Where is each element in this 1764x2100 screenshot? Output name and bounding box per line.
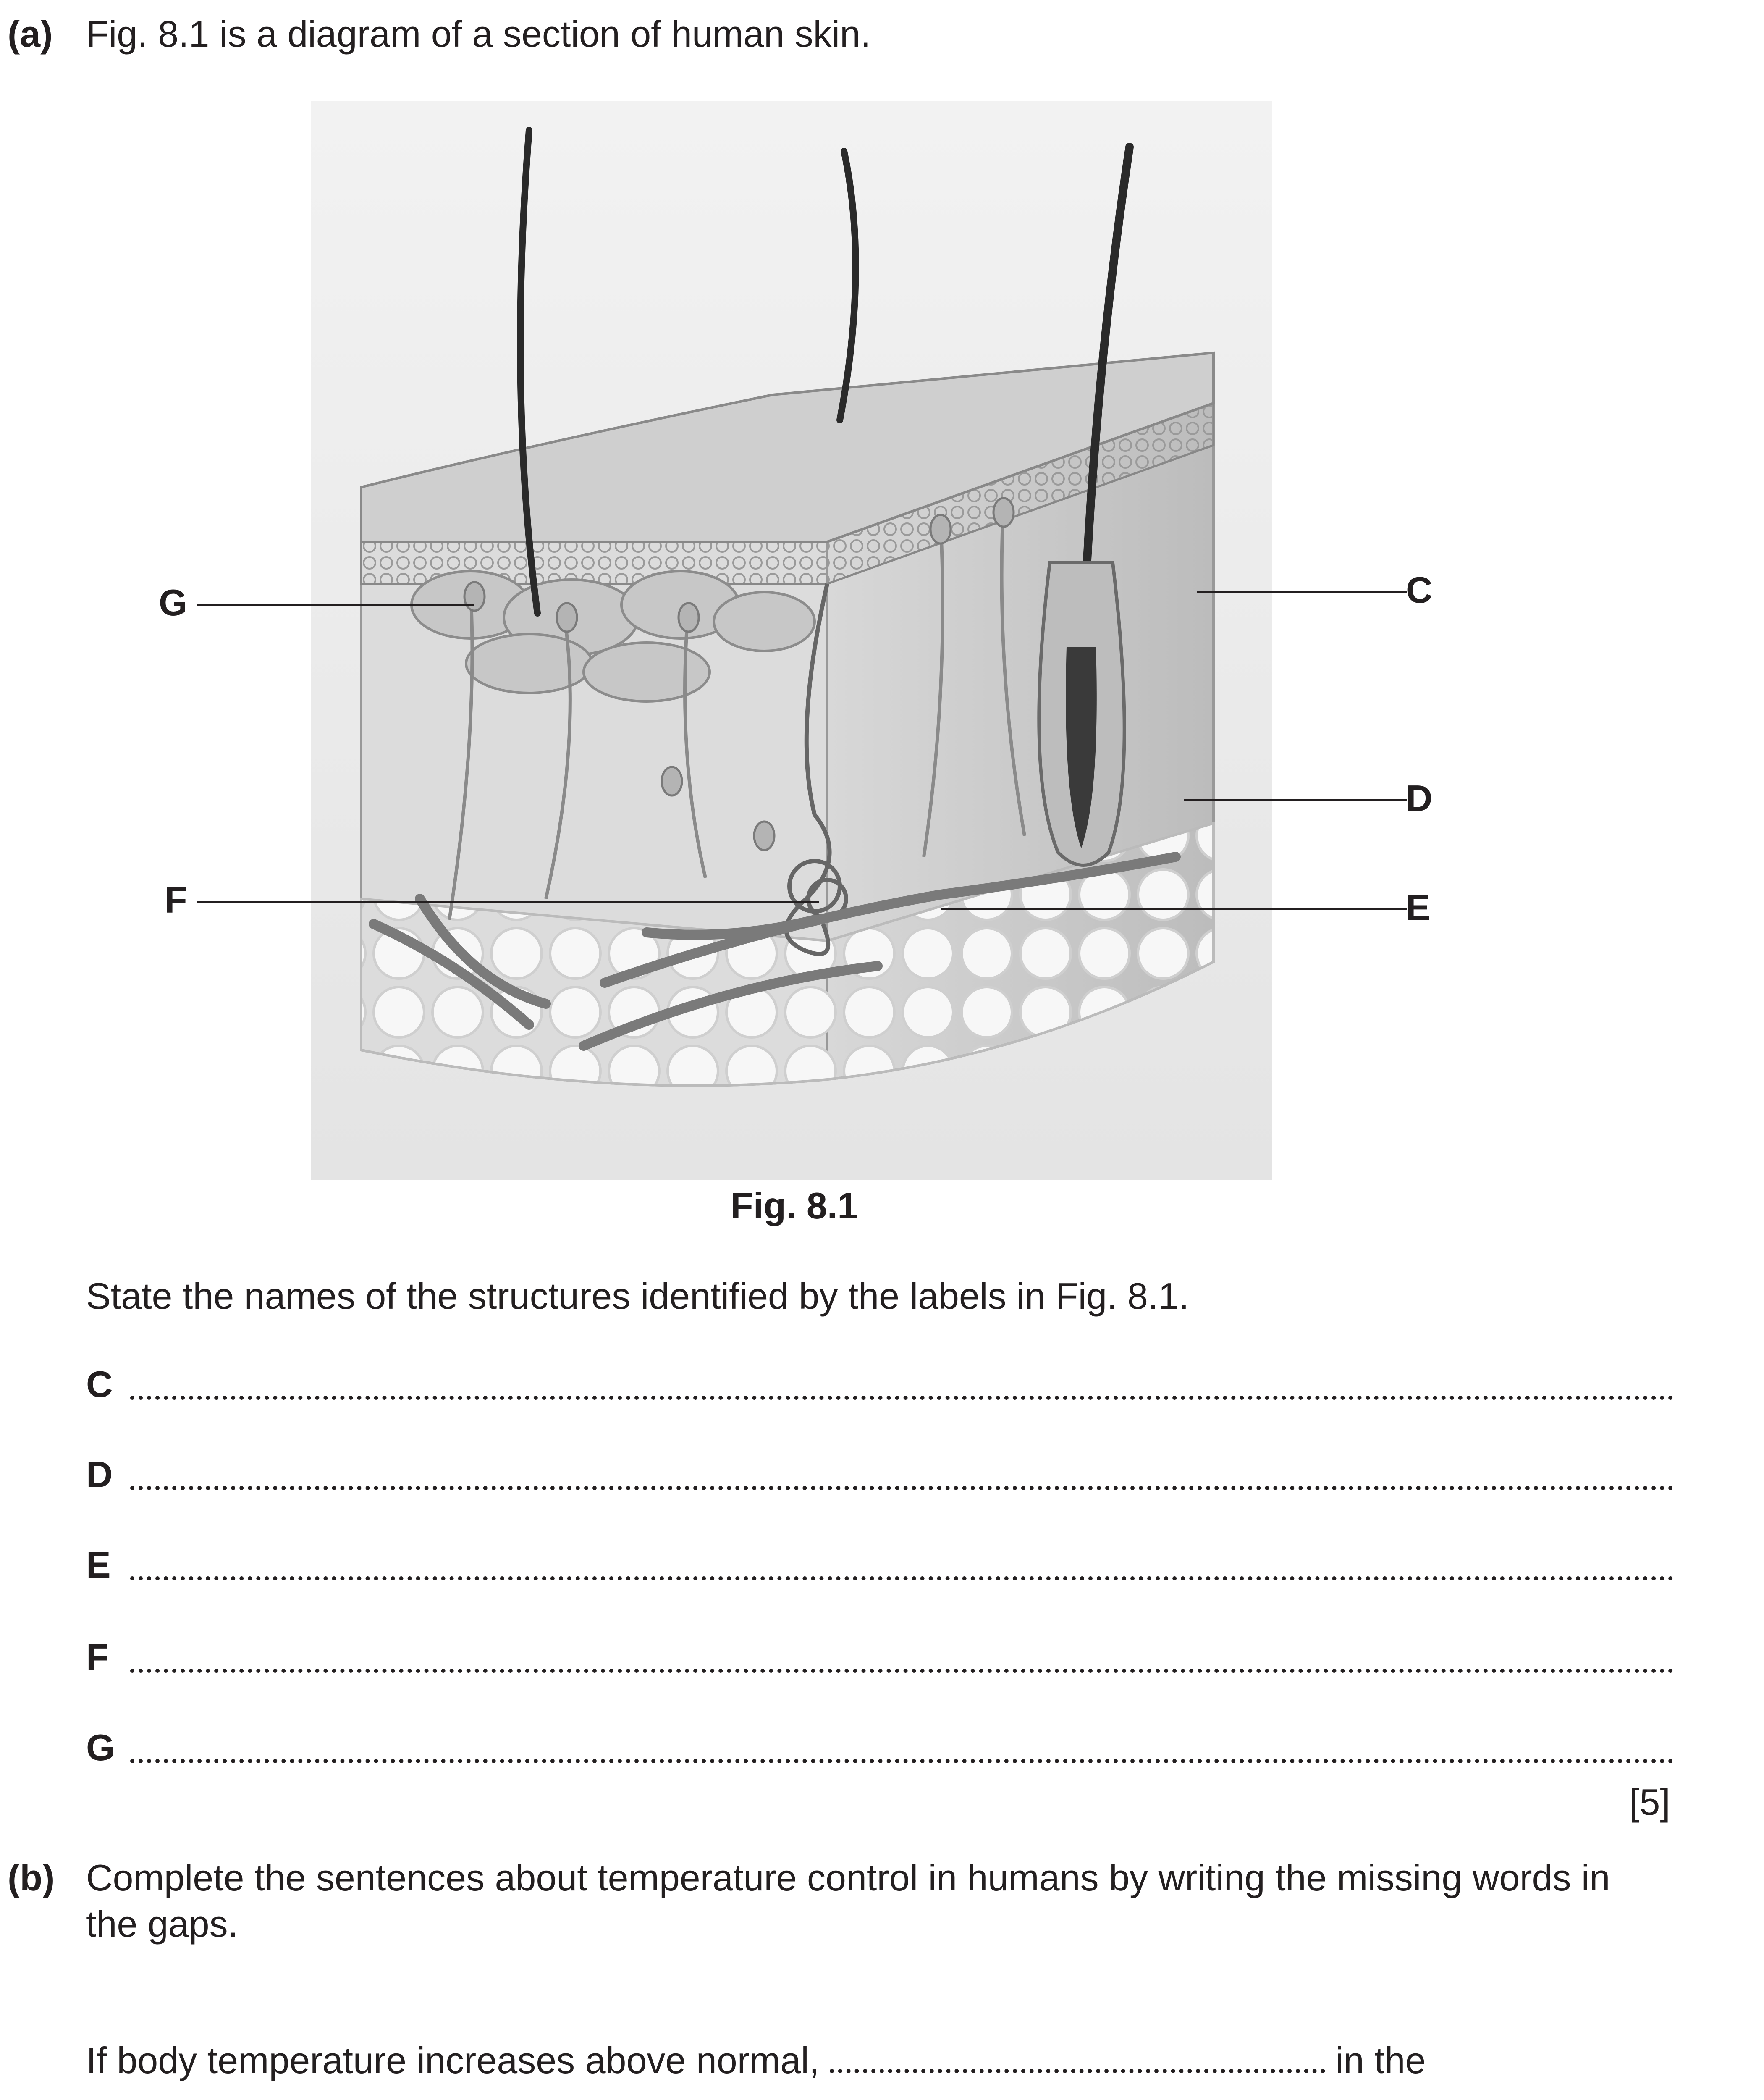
part-b-intro-line2: the gaps. — [86, 1903, 239, 1945]
part-a-marks: [5] — [1629, 1781, 1670, 1823]
diagram-label-g: G — [159, 582, 188, 623]
answer-row-label: C — [86, 1363, 113, 1405]
sentence-1-line1 — [86, 2039, 1426, 2082]
part-a-question: State the names of the structures identified by the labels in Fig. 8.1. — [86, 1275, 1189, 1317]
answer-row-e[interactable] — [86, 1544, 1673, 1590]
leader-line-c — [1197, 591, 1407, 593]
leader-line-e — [941, 908, 1407, 910]
answer-row-label: D — [86, 1454, 113, 1495]
sentence-1-part-b: in the — [1335, 2040, 1426, 2081]
answer-line[interactable] — [130, 1759, 1673, 1763]
answer-row-label: G — [86, 1727, 115, 1768]
answer-line[interactable] — [130, 1576, 1673, 1580]
answer-row-f[interactable] — [86, 1636, 1673, 1682]
part-b-intro-line1: Complete the sentences about temperature control in humans by writing the missing words in — [86, 1857, 1610, 1898]
leader-line-g — [197, 604, 474, 606]
part-b-label: (b) — [8, 1857, 55, 1898]
answer-line[interactable] — [130, 1486, 1673, 1490]
sentence-1-part-a: If body temperature increases above normal, — [86, 2040, 820, 2081]
answer-row-d[interactable] — [86, 1453, 1673, 1499]
answer-row-c[interactable] — [86, 1363, 1673, 1409]
part-a-label: (a) — [8, 13, 53, 55]
diagram-label-e: E — [1406, 887, 1431, 928]
leader-line-d — [1184, 799, 1407, 801]
part-a-intro: Fig. 8.1 is a diagram of a section of human skin. — [86, 13, 871, 55]
figure-caption: Fig. 8.1 — [731, 1185, 858, 1226]
answer-line[interactable] — [130, 1396, 1673, 1400]
diagram-label-c: C — [1406, 569, 1433, 611]
skin-diagram — [311, 101, 1272, 1180]
diagram-label-d: D — [1406, 777, 1433, 819]
answer-row-label: F — [86, 1636, 109, 1678]
answer-row-label: E — [86, 1544, 111, 1586]
answer-row-g[interactable] — [86, 1726, 1673, 1772]
diagram-label-f: F — [165, 879, 187, 921]
answer-line[interactable] — [130, 1669, 1673, 1673]
gap-1[interactable] — [830, 2069, 1325, 2073]
leader-line-f — [197, 901, 819, 903]
